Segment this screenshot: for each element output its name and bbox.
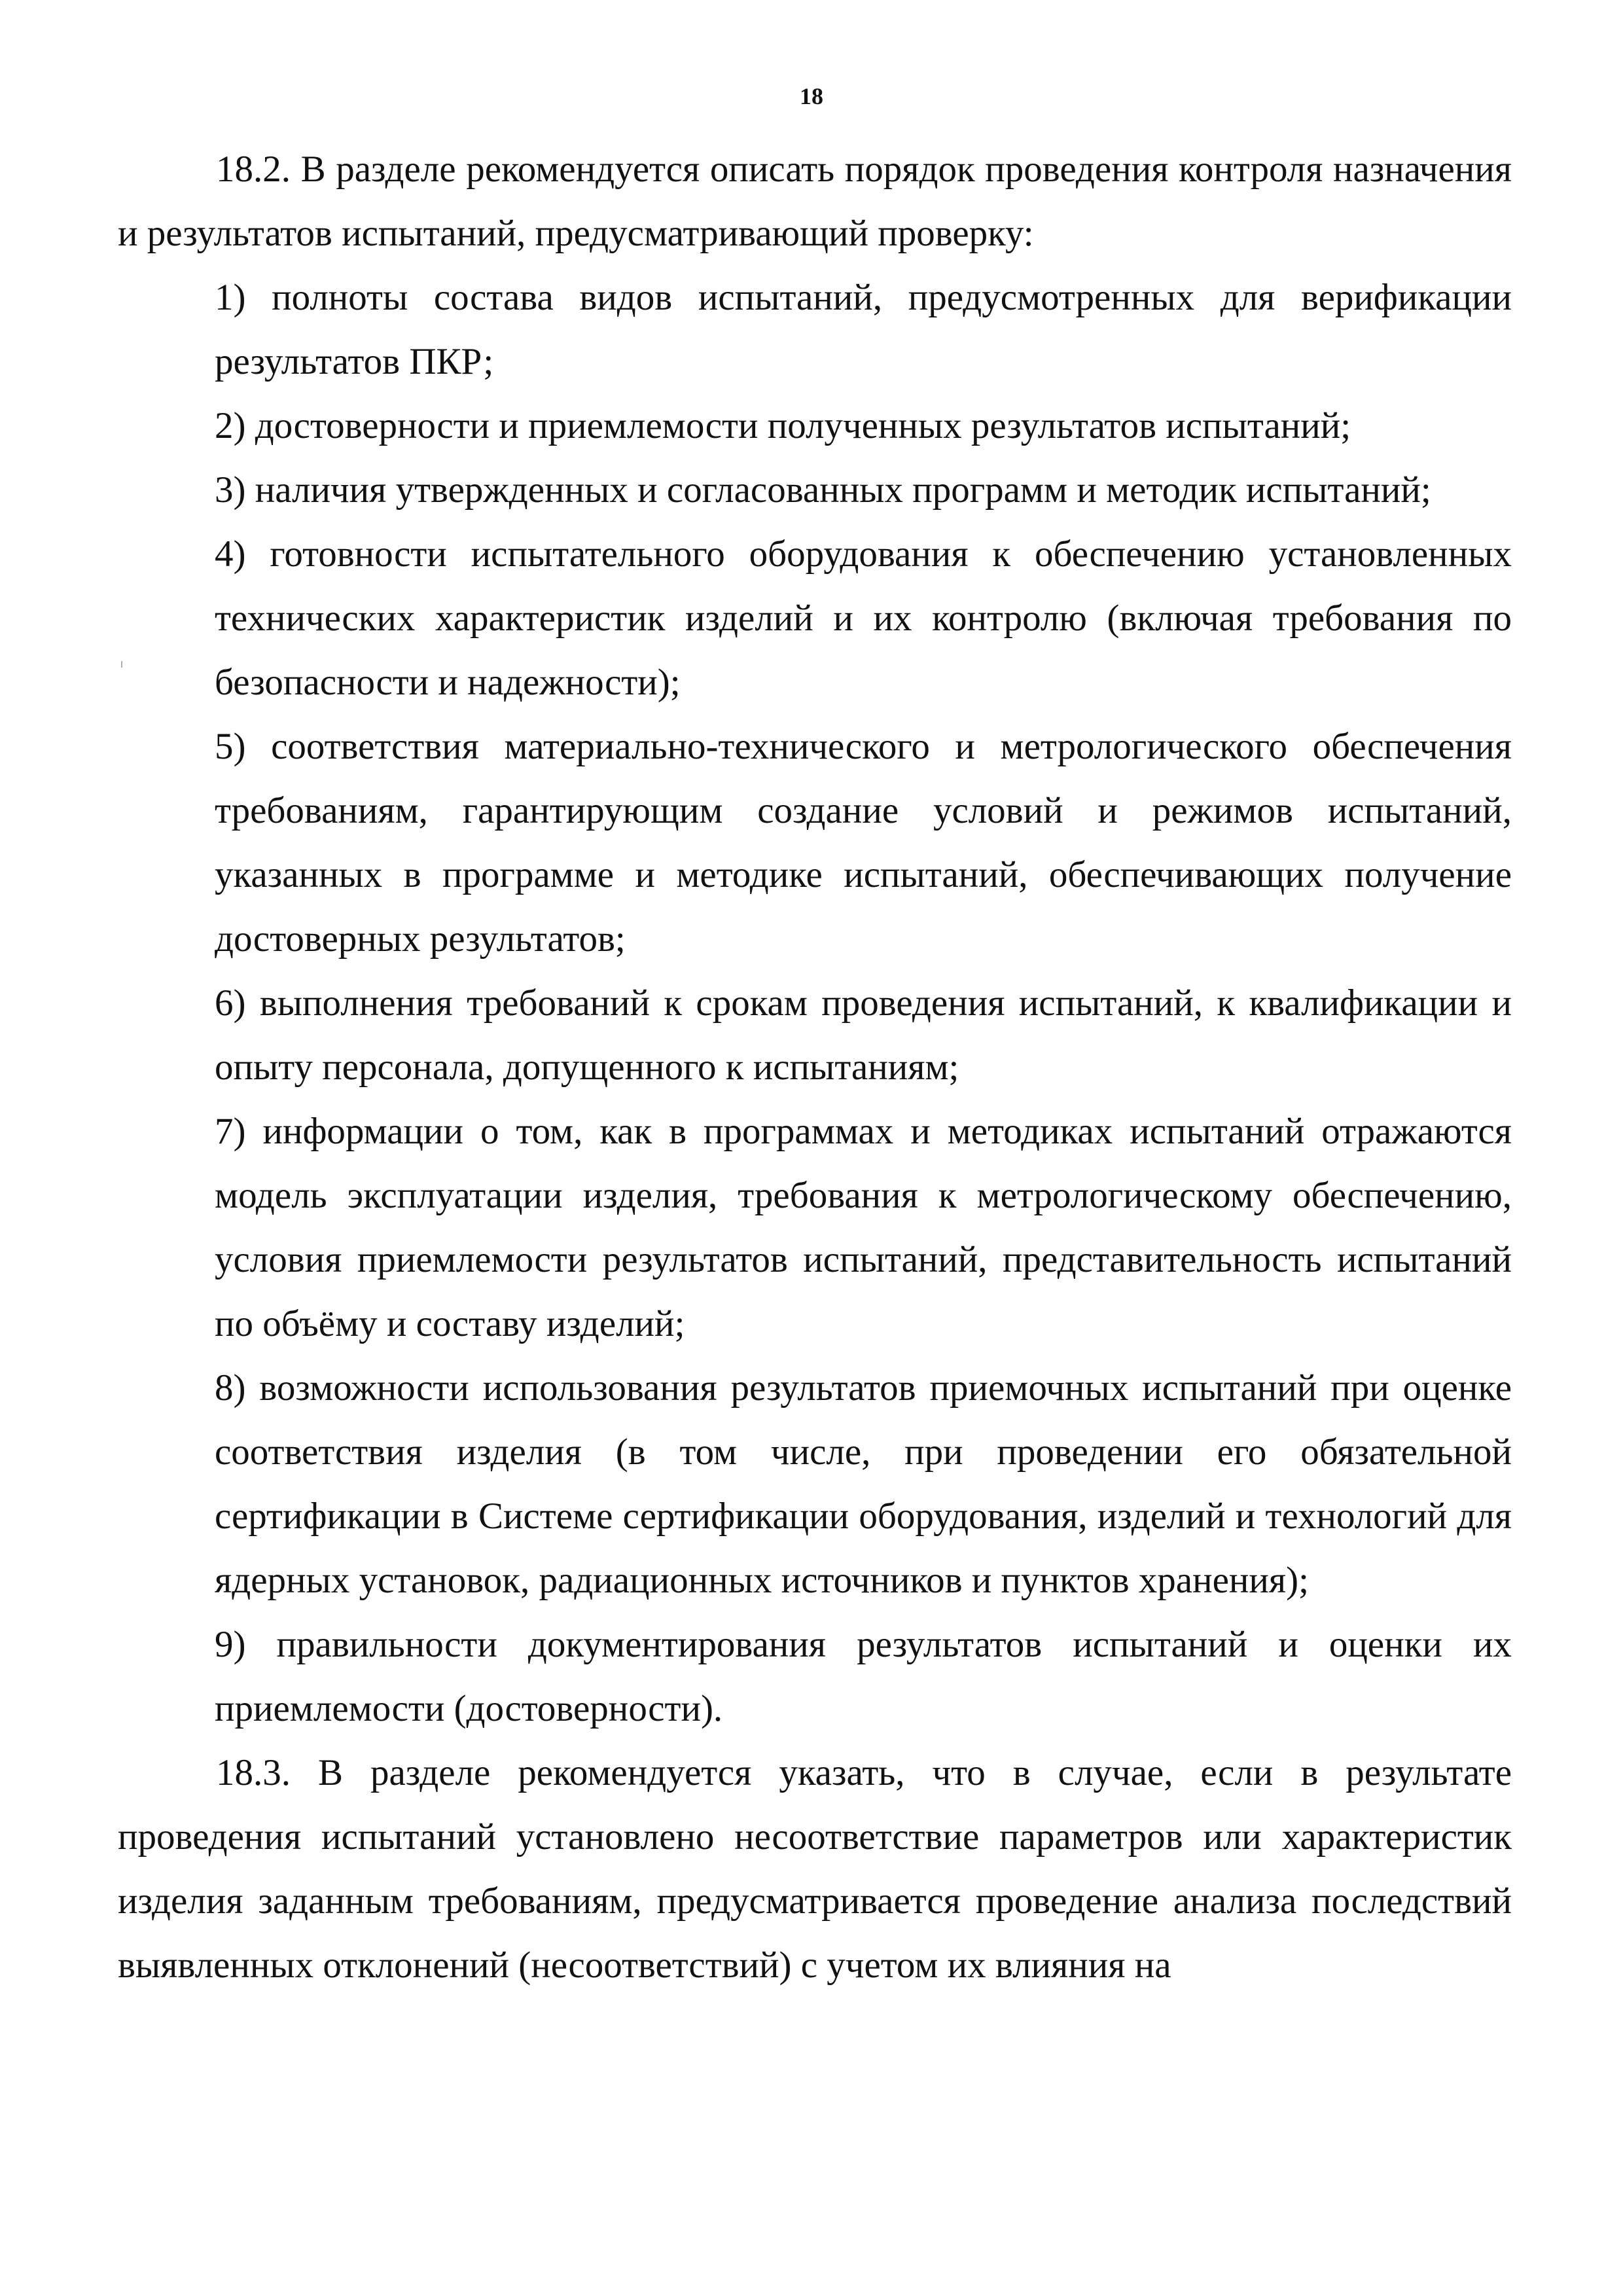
- list-item-8: 8) возможности использования результатов приемочных испытаний при оценке соответствия изделия (в том числе, при проведении его обязательной сертификации в Системе сертификации оборудования, изделий и технологий для ядерных установок, радиационных источников и пунктов хранения);: [215, 1367, 1512, 1601]
- section-18-3-text: 18.3. В разделе рекомендуется указать, что в случае, если в результате проведения испытаний установлено несоответствие параметров или характеристик изделия заданным требованиям, предусматривается проведение анализа последствий выявленных отклонений (несоответствий) с учетом их влияния на: [118, 1752, 1512, 1986]
- list-item-4: 4) готовности испытательного оборудования к обеспечению установленных технических характеристик изделий и их контролю (включая требования по безопасности и надежности);: [215, 533, 1512, 703]
- section-18-2-list: [118, 266, 1512, 1741]
- page-number: 18: [800, 83, 823, 109]
- list-item-7: 7) информации о том, как в программах и методиках испытаний отражаются модель эксплуатации изделия, требования к метрологическому обеспечению, условия приемлемости результатов испытаний, представительность испытаний по объёму и составу изделий;: [215, 1111, 1512, 1344]
- list-item-1: 1) полноты состава видов испытаний, предусмотренных для верификации результатов ПКР;: [215, 277, 1512, 382]
- list-item-6: 6) выполнения требований к срокам проведения испытаний, к квалификации и опыту персонала, допущенного к испытаниям;: [215, 982, 1512, 1088]
- list-item-5: 5) соответствия материально-технического и метрологического обеспечения требованиям, гарантирующим создание условий и режимов испытаний, указанных в программе и методике испытаний, обеспечивающих получение достоверных результатов;: [215, 726, 1512, 960]
- list-item-9: 9) правильности документирования результатов испытаний и оценки их приемлемости (достоверности).: [215, 1624, 1512, 1729]
- document-body: [118, 137, 1512, 1998]
- list-item-3: 3) наличия утвержденных и согласованных программ и методик испытаний;: [215, 469, 1431, 511]
- list-item-2: 2) достоверности и приемлемости полученных результатов испытаний;: [215, 405, 1351, 446]
- section-18-2-intro: 18.2. В разделе рекомендуется описать порядок проведения контроля назначения и результатов испытаний, предусматривающий проверку:: [118, 149, 1512, 254]
